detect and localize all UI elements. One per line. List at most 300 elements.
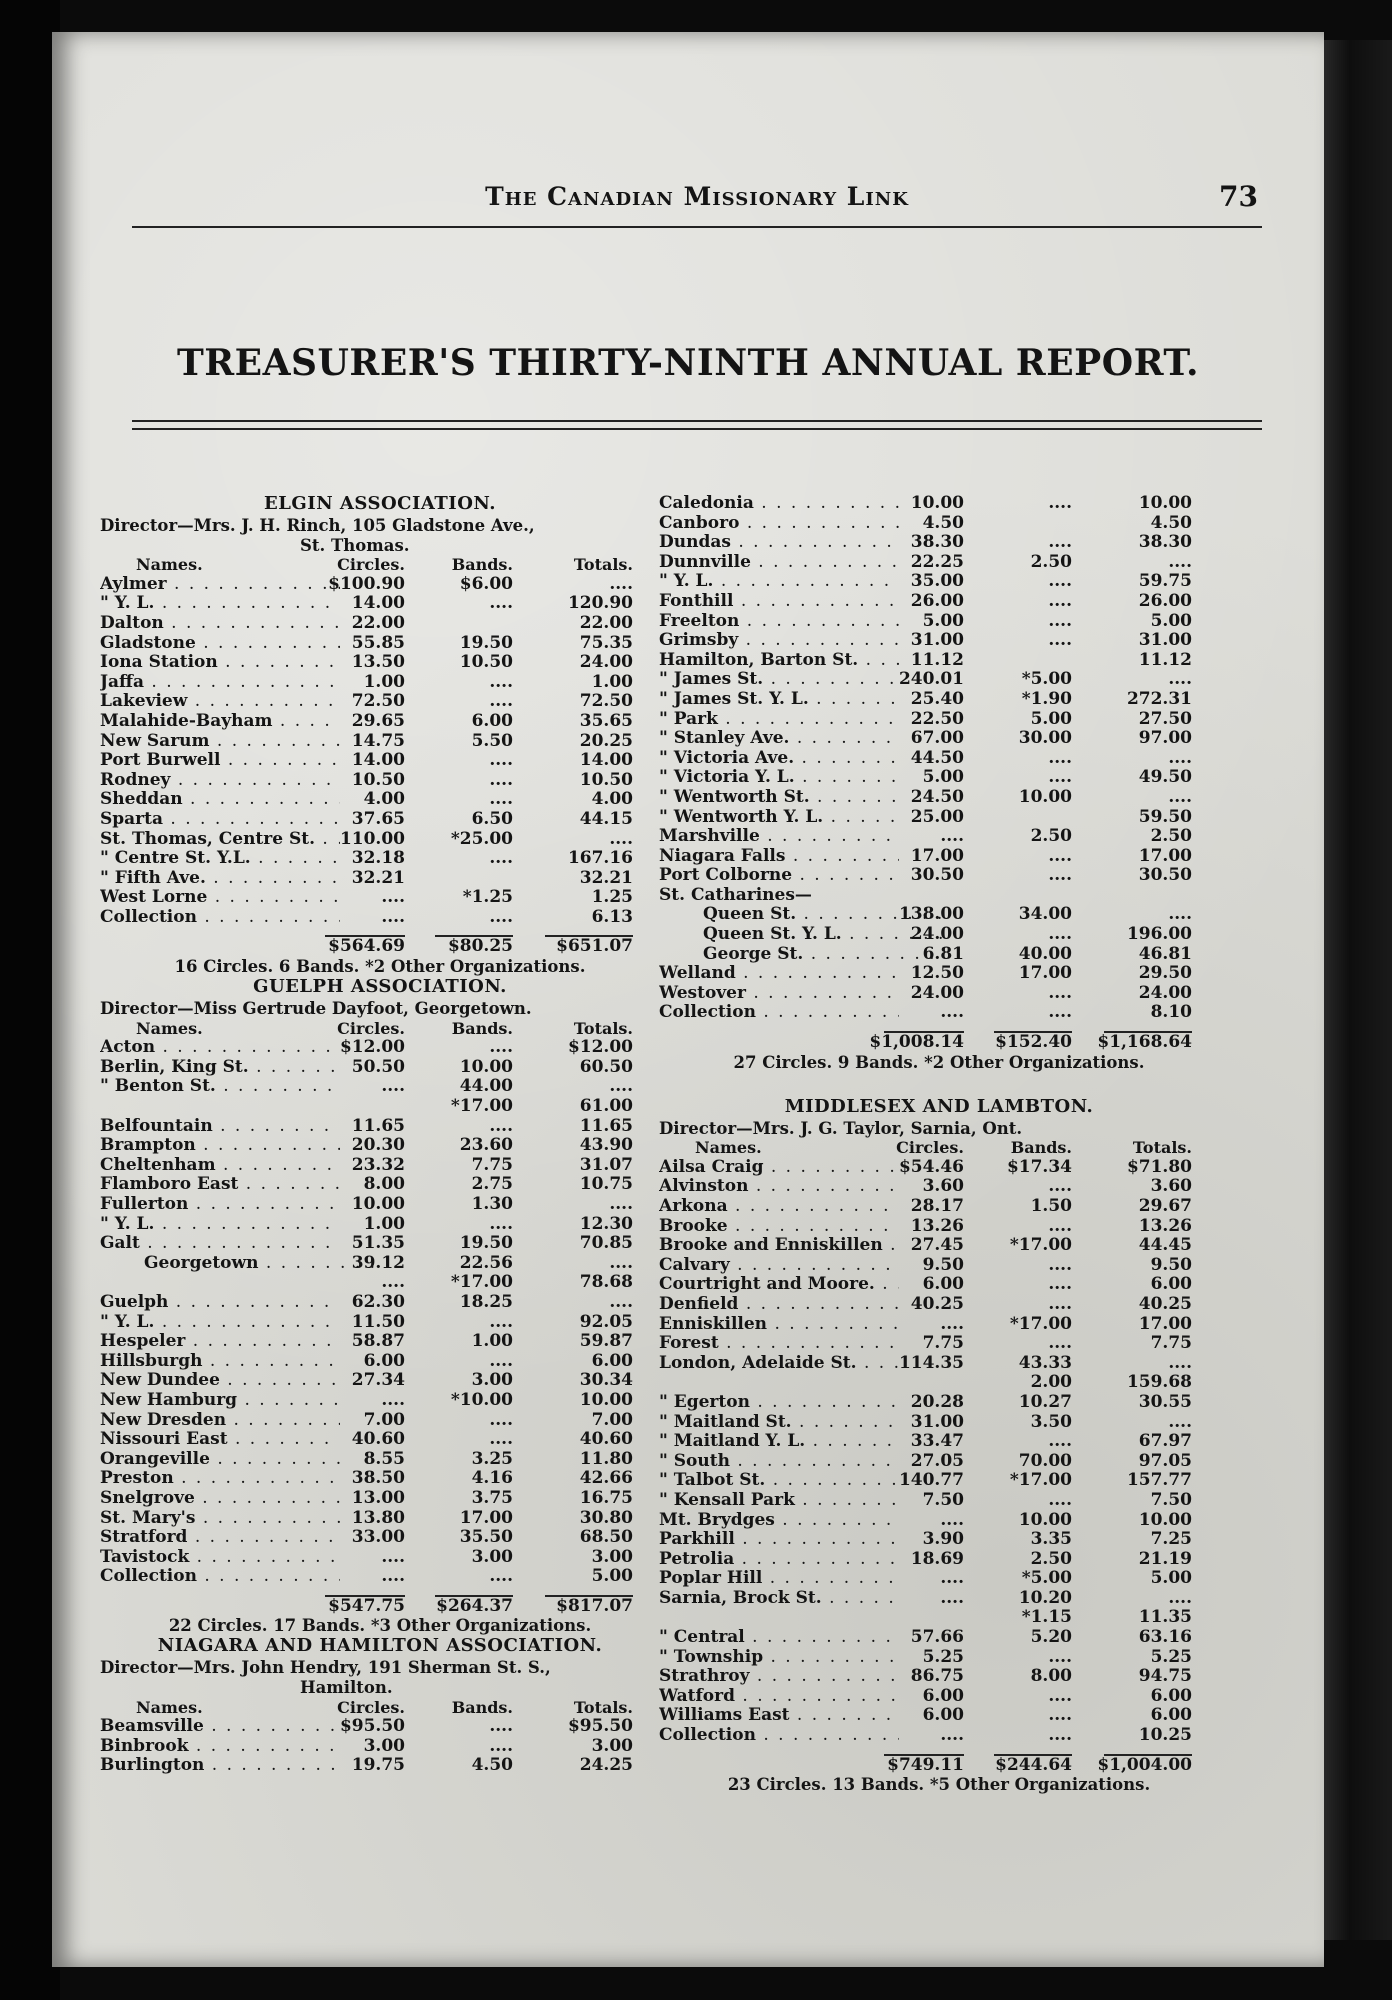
row-name: Enniskillen . . .: [659, 1315, 899, 1335]
row-circles: 27.05: [910, 1450, 964, 1471]
row-bands: 2.50: [1030, 826, 1072, 847]
row-totals: ....: [609, 1076, 633, 1097]
row-bands: ....: [1048, 630, 1072, 651]
row-totals: 3.00: [591, 1735, 633, 1756]
row-bands: ....: [489, 906, 513, 927]
row-bands: ....: [489, 789, 513, 810]
row-circles: 55.85: [351, 632, 405, 653]
row-name: " Wentworth St. . . .: [659, 788, 899, 808]
row-totals: 9.50: [1150, 1254, 1192, 1275]
row-bands: ....: [1048, 1274, 1072, 1295]
page-number: 73: [1219, 180, 1258, 213]
row-bands: ....: [1048, 924, 1072, 945]
row-circles: 3.60: [922, 1176, 964, 1197]
row-bands: 5.20: [1030, 1627, 1072, 1648]
table-row: [659, 729, 1219, 749]
row-circles: ....: [940, 1313, 964, 1334]
row-circles: $95.50: [339, 1716, 405, 1737]
table-row: [659, 592, 1219, 612]
table-row: [100, 614, 660, 634]
table-row: [659, 945, 1219, 965]
total-overall: $817.07: [556, 1595, 633, 1616]
row-name: Snelgrove . . .: [100, 1489, 340, 1509]
row-name: Petrolia . . .: [659, 1550, 899, 1570]
row-bands: ....: [1048, 1254, 1072, 1275]
row-totals: $95.50: [567, 1716, 633, 1737]
row-bands: 10.20: [1018, 1587, 1072, 1608]
row-circles: 22.50: [910, 708, 964, 729]
row-name: Georgetown . . .: [100, 1254, 384, 1274]
table-row: [659, 612, 1219, 632]
row-totals: 59.87: [579, 1331, 633, 1352]
row-circles: 6.00: [363, 1350, 405, 1371]
scanned-page: [52, 32, 1324, 1967]
association-section: [659, 1097, 1219, 1796]
row-totals: 38.30: [1138, 532, 1192, 553]
table-row: [659, 925, 1219, 945]
column-header-circles: Circles.: [896, 1138, 964, 1158]
row-name: Fullerton . . .: [100, 1195, 340, 1215]
row-name: Malahide-Bayham . . .: [100, 712, 340, 732]
row-totals: 12.30: [579, 1213, 633, 1234]
row-totals: 10.00: [579, 1389, 633, 1410]
row-circles: 30.50: [910, 865, 964, 886]
row-totals: 60.50: [579, 1056, 633, 1077]
row-totals: ....: [609, 1252, 633, 1273]
row-totals: 159.68: [1126, 1372, 1192, 1393]
table-row: [100, 1450, 660, 1470]
section-heading: GUELPH ASSOCIATION.: [253, 976, 507, 998]
table-row: [100, 908, 660, 928]
row-totals: 10.50: [579, 769, 633, 790]
row-totals: 272.31: [1126, 688, 1192, 709]
row-circles: 19.75: [351, 1755, 405, 1776]
row-totals: 11.80: [579, 1448, 633, 1469]
title-rule-top: [132, 420, 1262, 422]
right-column: [659, 494, 1219, 1795]
row-bands: ....: [1048, 1215, 1072, 1236]
row-name: " Kensall Park . . .: [659, 1491, 899, 1511]
row-name: Aylmer . . .: [100, 575, 340, 595]
table-row: [659, 1275, 1219, 1295]
table-row: [100, 673, 660, 693]
column-header-circles: Circles.: [337, 555, 405, 575]
row-name: Queen St. . . .: [659, 905, 943, 925]
row-name: Denfield . . .: [659, 1295, 899, 1315]
row-totals: 40.60: [579, 1429, 633, 1450]
row-name: Orangeville . . .: [100, 1450, 340, 1470]
table-row: [659, 1608, 1219, 1628]
table-row: [100, 849, 660, 869]
section-spacer: [659, 1073, 1219, 1097]
row-name: Poplar Hill . . .: [659, 1569, 899, 1589]
row-circles: 35.00: [910, 571, 964, 592]
table-row: [659, 1706, 1219, 1726]
row-name: " James St. Y. L. . . .: [659, 690, 899, 710]
row-bands: ....: [1048, 1489, 1072, 1510]
row-circles: 67.00: [910, 728, 964, 749]
row-bands: ....: [1048, 982, 1072, 1003]
row-circles: 20.28: [910, 1391, 964, 1412]
row-totals: ....: [609, 828, 633, 849]
row-bands: ....: [489, 1037, 513, 1058]
row-totals: 10.75: [579, 1174, 633, 1195]
row-bands: 8.00: [1030, 1666, 1072, 1687]
table-row: [659, 905, 1219, 925]
row-circles: ....: [940, 1002, 964, 1023]
table-row: [659, 1471, 1219, 1491]
row-circles: 3.00: [363, 1735, 405, 1756]
column-header-circles: Circles.: [337, 1697, 405, 1717]
row-totals: 11.65: [579, 1115, 633, 1136]
row-circles: 5.25: [922, 1646, 964, 1667]
row-circles: 23.32: [351, 1154, 405, 1175]
row-circles: 51.35: [351, 1233, 405, 1254]
row-bands: 3.00: [471, 1546, 513, 1567]
table-row: [659, 631, 1219, 651]
row-circles: 44.50: [910, 747, 964, 768]
row-bands: 5.00: [1030, 708, 1072, 729]
row-bands: 10.00: [459, 1056, 513, 1077]
total-circles: $547.75: [328, 1595, 405, 1616]
column-header-names: Names.: [136, 555, 203, 575]
row-bands: 3.35: [1030, 1529, 1072, 1550]
column-headers: [659, 1138, 1219, 1158]
table-row: [659, 1569, 1219, 1589]
row-name: Marshville . . .: [659, 827, 899, 847]
row-name: " Victoria Ave. . . .: [659, 749, 899, 769]
row-name: Brooke and Enniskillen . . .: [659, 1236, 899, 1256]
row-bands: 70.00: [1018, 1450, 1072, 1471]
row-bands: ....: [489, 769, 513, 790]
report-title: TREASURER'S THIRTY-NINTH ANNUAL REPORT.: [176, 342, 1200, 384]
row-circles: 57.66: [910, 1627, 964, 1648]
row-bands: 19.50: [459, 632, 513, 653]
row-name: Sarnia, Brock St. . . .: [659, 1589, 899, 1609]
row-name: St. Thomas, Centre St. . . .: [100, 830, 340, 850]
row-totals: 30.50: [1138, 865, 1192, 886]
row-totals: 63.16: [1138, 1627, 1192, 1648]
row-bands: *17.00: [450, 1096, 513, 1117]
row-totals: 92.05: [579, 1311, 633, 1332]
table-row: [659, 1334, 1219, 1354]
row-totals: ....: [609, 1194, 633, 1214]
table-row: [659, 1628, 1219, 1648]
row-totals: 13.26: [1138, 1215, 1192, 1236]
row-totals: 29.67: [1138, 1196, 1192, 1216]
row-totals: 17.00: [1138, 845, 1192, 866]
row-name: " Centre St. Y.L. . . .: [100, 849, 340, 869]
table-row: [100, 1509, 660, 1529]
row-name: Sparta . . .: [100, 810, 340, 830]
row-name: Beamsville . . .: [100, 1717, 340, 1737]
row-circles: 5.00: [922, 767, 964, 788]
row-totals: 14.00: [579, 750, 633, 771]
row-circles: 6.00: [922, 1705, 964, 1726]
table-row: [100, 1097, 660, 1117]
row-bands: *10.00: [450, 1389, 513, 1410]
row-circles: 39.12: [351, 1252, 405, 1273]
row-circles: 26.00: [910, 590, 964, 611]
table-row: [659, 1354, 1219, 1374]
row-name: Rodney . . .: [100, 771, 340, 791]
row-totals: ....: [1168, 669, 1192, 690]
row-bands: 2.00: [1030, 1372, 1072, 1393]
row-bands: 2.75: [471, 1174, 513, 1195]
table-row: [100, 653, 660, 673]
row-bands: 7.75: [471, 1154, 513, 1175]
table-row: [100, 1548, 660, 1568]
row-totals: 44.15: [579, 808, 633, 829]
row-circles: 11.65: [351, 1115, 405, 1136]
row-bands: 17.00: [1018, 963, 1072, 984]
row-circles: 29.65: [351, 710, 405, 731]
director-line: Director—Mrs. John Hendry, 191 Sherman St. S.,: [100, 1658, 551, 1678]
row-bands: 3.00: [471, 1370, 513, 1391]
book-edge: [1322, 40, 1392, 1940]
row-circles: 86.75: [910, 1666, 964, 1687]
column-headers: [100, 555, 660, 575]
table-row: [659, 964, 1219, 984]
row-totals: ....: [1168, 551, 1192, 572]
row-totals: 78.68: [579, 1272, 633, 1293]
totals-row: [100, 1597, 660, 1617]
row-name: Collection . . .: [100, 908, 340, 928]
table-row: [659, 1648, 1219, 1668]
row-bands: ....: [489, 1429, 513, 1450]
row-circles: 8.55: [363, 1448, 405, 1469]
row-totals: 6.00: [1150, 1705, 1192, 1726]
row-name: " South . . .: [659, 1452, 899, 1472]
row-circles: 38.30: [910, 532, 964, 553]
column-headers: [100, 1019, 660, 1039]
row-circles: 18.69: [910, 1548, 964, 1569]
total-overall: $1,004.00: [1097, 1754, 1192, 1775]
row-circles: 72.50: [351, 691, 405, 712]
row-bands: ....: [1048, 747, 1072, 768]
row-name: New Sarum . . .: [100, 732, 340, 752]
row-name: " Victoria Y. L. . . .: [659, 768, 899, 788]
row-bands: ....: [1048, 1176, 1072, 1197]
table-row: [659, 651, 1219, 671]
row-name: London, Adelaide St. . . .: [659, 1354, 899, 1374]
row-name: Brampton . . .: [100, 1136, 340, 1156]
row-totals: 43.90: [579, 1135, 633, 1156]
row-totals: 27.50: [1138, 708, 1192, 729]
row-circles: 138.00: [898, 904, 964, 925]
row-name: Sheddan . . .: [100, 790, 340, 810]
row-totals: 10.00: [1138, 1509, 1192, 1530]
table-row: [100, 1293, 660, 1313]
row-bands: *5.00: [1021, 669, 1072, 690]
table-row: [659, 1158, 1219, 1178]
director-line: Director—Miss Gertrude Dayfoot, Georgetown.: [100, 999, 532, 1019]
row-totals: 196.00: [1126, 924, 1192, 945]
row-bands: ....: [1048, 590, 1072, 611]
table-row: [659, 1432, 1219, 1452]
table-row: [100, 1737, 660, 1757]
row-name: Canboro . . .: [659, 514, 899, 534]
row-name: St. Mary's . . .: [100, 1509, 340, 1529]
table-row: [659, 1295, 1219, 1315]
row-circles: 13.50: [351, 652, 405, 673]
table-row: [100, 1254, 660, 1274]
row-bands: *17.00: [450, 1272, 513, 1293]
total-overall: $651.07: [556, 936, 633, 957]
row-circles: 7.50: [922, 1489, 964, 1510]
row-totals: 35.65: [579, 710, 633, 731]
table-row: [100, 1430, 660, 1450]
column-header-totals: Totals.: [1132, 1138, 1192, 1158]
section-summary: 27 Circles. 9 Bands. *2 Other Organizations.: [733, 1052, 1145, 1072]
totals-row: [100, 937, 660, 957]
row-circles: 22.00: [351, 612, 405, 633]
total-bands: $80.25: [447, 936, 513, 957]
row-bands: *1.25: [462, 887, 513, 908]
row-name: Collection . . .: [659, 1726, 899, 1746]
row-circles: 17.00: [910, 845, 964, 866]
table-row: [659, 788, 1219, 808]
column-header-bands: Bands.: [451, 1018, 513, 1038]
row-circles: 12.50: [910, 963, 964, 984]
row-name: Welland . . .: [659, 964, 899, 984]
row-name: " Township . . .: [659, 1648, 899, 1668]
table-row: [659, 1373, 1219, 1393]
row-bands: ....: [489, 671, 513, 692]
row-totals: ....: [1168, 1587, 1192, 1608]
running-title: The Canadian Missionary Link: [485, 182, 909, 211]
row-name: Collection . . .: [659, 1003, 899, 1023]
row-name: Westover . . .: [659, 984, 899, 1004]
row-totals: ....: [1168, 1352, 1192, 1373]
row-totals: 167.16: [567, 848, 633, 869]
table-row: [659, 1217, 1219, 1237]
row-name: " Talbot St. . . .: [659, 1471, 899, 1491]
row-circles: ....: [381, 906, 405, 927]
section-heading: ELGIN ASSOCIATION.: [264, 493, 496, 514]
row-name: George St. . . .: [659, 945, 943, 965]
table-row: [659, 1315, 1219, 1335]
row-totals: ....: [1168, 1411, 1192, 1432]
table-row: [659, 494, 1219, 514]
row-circles: 33.00: [351, 1527, 405, 1548]
row-name: Hamilton, Barton St. . . .: [659, 651, 899, 671]
association-section: [100, 977, 660, 1636]
table-row: [659, 1687, 1219, 1707]
totals-row: [659, 1756, 1219, 1776]
row-name: Collection . . .: [100, 1567, 340, 1587]
table-row: [659, 514, 1219, 534]
row-name: Ailsa Craig . . .: [659, 1158, 899, 1178]
table-row: [659, 1491, 1219, 1511]
row-name: Binbrook . . .: [100, 1737, 340, 1757]
row-circles: 27.34: [351, 1370, 405, 1391]
row-totals: 157.77: [1126, 1470, 1192, 1491]
row-bands: 22.56: [459, 1252, 513, 1273]
row-totals: 30.55: [1138, 1391, 1192, 1412]
row-circles: 13.80: [351, 1507, 405, 1528]
table-row: [100, 869, 660, 889]
row-totals: 11.35: [1138, 1607, 1192, 1628]
row-totals: 16.75: [579, 1487, 633, 1508]
row-name: " Maitland Y. L. . . .: [659, 1432, 899, 1452]
row-totals: 8.10: [1150, 1002, 1192, 1023]
row-totals: 32.21: [579, 867, 633, 888]
row-bands: 18.25: [459, 1291, 513, 1312]
row-circles: ....: [381, 1389, 405, 1410]
row-circles: 22.25: [910, 551, 964, 572]
total-circles: $749.11: [887, 1754, 964, 1775]
column-header-totals: Totals.: [573, 1697, 633, 1717]
table-row: [100, 594, 660, 614]
row-name: " Fifth Ave. . . .: [100, 869, 340, 889]
book-binding: [0, 0, 60, 2000]
row-totals: 120.90: [567, 593, 633, 614]
row-name: Preston . . .: [100, 1469, 340, 1489]
row-circles: 9.50: [922, 1254, 964, 1275]
row-totals: 5.00: [591, 1566, 633, 1587]
table-row: [100, 1195, 660, 1215]
table-row: [100, 1215, 660, 1235]
row-circles: 1.00: [363, 671, 405, 692]
row-circles: ....: [940, 1568, 964, 1589]
row-bands: *25.00: [450, 828, 513, 849]
row-totals: ....: [609, 1291, 633, 1312]
row-name: Arkona . . .: [659, 1197, 899, 1217]
row-bands: 19.50: [459, 1233, 513, 1254]
row-totals: 10.25: [1138, 1725, 1192, 1746]
row-circles: 32.18: [351, 848, 405, 869]
row-bands: ....: [1048, 493, 1072, 513]
table-row: [100, 790, 660, 810]
row-bands: 17.00: [459, 1507, 513, 1528]
row-name: Jaffa . . .: [100, 673, 340, 693]
row-totals: 67.97: [1138, 1431, 1192, 1452]
row-name: Freelton . . .: [659, 612, 899, 632]
row-circles: $54.46: [898, 1156, 964, 1177]
row-totals: 3.00: [591, 1546, 633, 1567]
row-totals: 24.00: [1138, 982, 1192, 1003]
row-circles: 7.00: [363, 1409, 405, 1430]
row-name: Acton . . .: [100, 1038, 340, 1058]
row-bands: 3.25: [471, 1448, 513, 1469]
row-name: " Maitland St. . . .: [659, 1413, 899, 1433]
row-totals: 70.85: [579, 1233, 633, 1254]
column-header-bands: Bands.: [451, 555, 513, 575]
table-row: [100, 1567, 660, 1587]
row-totals: 3.60: [1150, 1176, 1192, 1197]
row-totals: 6.00: [591, 1350, 633, 1371]
row-bands: 4.16: [471, 1468, 513, 1489]
section-summary: 23 Circles. 13 Bands. *5 Other Organizations.: [727, 1775, 1151, 1795]
association-section: [659, 494, 1219, 1073]
row-circles: 4.00: [363, 789, 405, 810]
table-row: [659, 533, 1219, 553]
row-totals: 49.50: [1138, 767, 1192, 788]
table-row: [100, 634, 660, 654]
row-circles: 13.00: [351, 1487, 405, 1508]
row-name: Forest . . .: [659, 1334, 899, 1354]
row-bands: ....: [489, 750, 513, 771]
row-name: New Dundee . . .: [100, 1371, 340, 1391]
row-totals: 7.50: [1150, 1489, 1192, 1510]
row-circles: 40.25: [910, 1293, 964, 1314]
row-totals: 1.25: [591, 887, 633, 908]
row-bands: ....: [1048, 610, 1072, 631]
row-bands: *5.00: [1021, 1568, 1072, 1589]
total-overall: $1,168.64: [1097, 1032, 1192, 1053]
table-row: [659, 886, 1219, 906]
